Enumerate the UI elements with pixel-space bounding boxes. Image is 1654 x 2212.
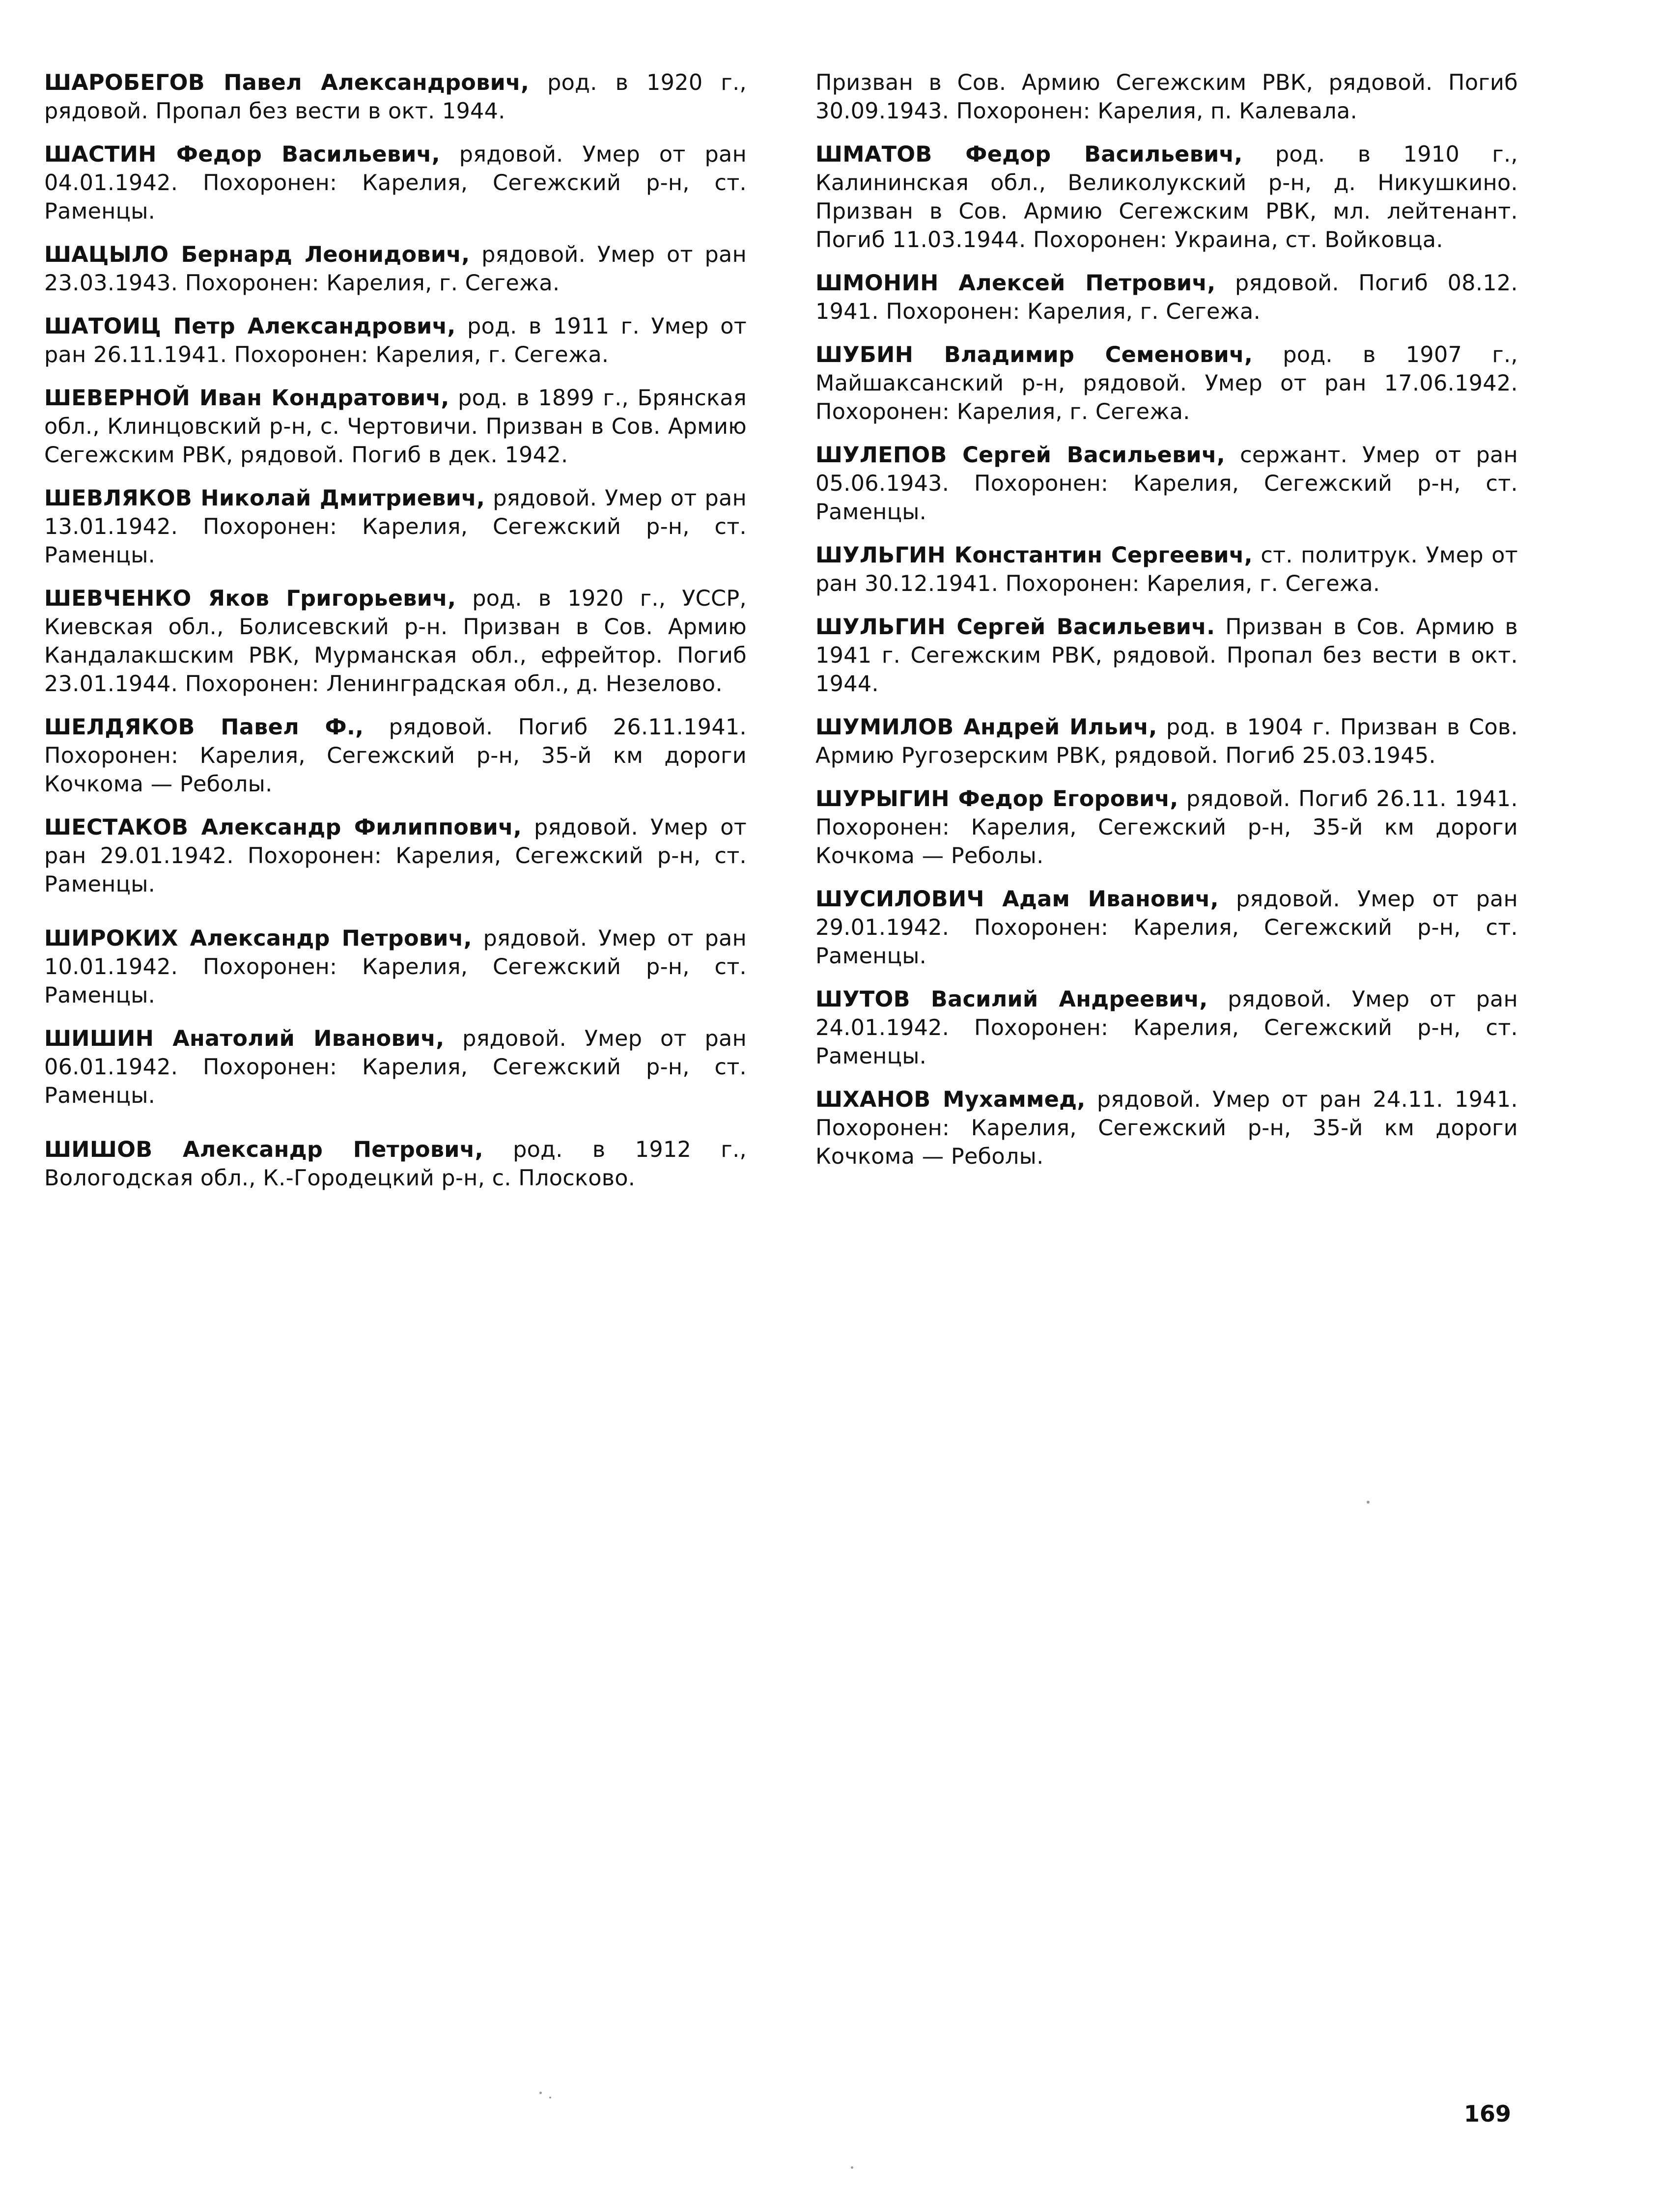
entry-text: рядовой. Погиб 08.12. 1941. Похоронен: Карелия, г. Сегежа. [815, 271, 1518, 324]
entry [44, 140, 747, 226]
entry [815, 613, 1518, 699]
entry [44, 924, 747, 1010]
entry-text: рядовой. Умер от ран 04.01.1942. Похоронен: Карелия, Сегежский р-н, ст. Раменцы. [44, 142, 747, 224]
entry [815, 541, 1518, 598]
entry-name: ШИШОВ Александр Петрович, [44, 1137, 483, 1162]
entry-text: род. в 1912 г., Вологодская обл., К.-Городецкий р-н, с. Плосково. [44, 1137, 747, 1191]
entry-text: рядовой. Погиб 26.11. 1941. Похоронен: Карелия, Сегежский р-н, 35-й км дороги Кочкома — Реболы. [815, 786, 1518, 868]
entry-name: ШУСИЛОВИЧ Адам Иванович, [815, 887, 1219, 912]
entry [44, 484, 747, 570]
entry [44, 1136, 747, 1193]
entry-name: ШУРЫГИН Федор Егорович, [815, 786, 1178, 812]
entry [815, 1086, 1518, 1171]
entry-text: род. в 1911 г. Умер от ран 26.11.1941. Похоронен: Карелия, г. Сегежа. [44, 314, 747, 367]
entry-name: ШЕВЕРНОЙ Иван Кондратович, [44, 386, 449, 411]
entry-name: ШУТОВ Василий Андреевич, [815, 987, 1208, 1012]
scan-speck [1367, 1501, 1370, 1504]
scan-speck [851, 2166, 853, 2169]
entry [815, 885, 1518, 971]
entry [44, 69, 747, 126]
continued-entry-text: Призван в Сов. Армию Сегежским РВК, рядовой. Погиб 30.09.1943. Похоронен: Карелия, п. Калевала. [815, 70, 1518, 124]
scan-speck [539, 2092, 542, 2094]
entry-name: ШИШИН Анатолий Иванович, [44, 1026, 445, 1051]
entry [815, 713, 1518, 770]
scan-speck [549, 2097, 551, 2099]
entry-name: ШАЦЫЛО Бернард Леонидович, [44, 242, 470, 267]
entry [815, 140, 1518, 254]
entry-text: рядовой. Умер от ран 24.01.1942. Похоронен: Карелия, Сегежский р-н, ст. Раменцы. [815, 987, 1518, 1069]
entry [44, 813, 747, 899]
entry-text: рядовой. Умер от ран 29.01.1942. Похоронен: Карелия, Сегежский р-н, ст. Раменцы. [815, 887, 1518, 969]
entry [44, 585, 747, 699]
left-column [44, 69, 747, 1207]
entry [44, 384, 747, 470]
entry-name: ШХАНОВ Мухаммед, [815, 1087, 1086, 1112]
entry-text: рядовой. Умер от ран 06.01.1942. Похоронен: Карелия, Сегежский р-н, ст. Раменцы. [44, 1026, 747, 1108]
entry-text: ст. политрук. Умер от ран 30.12.1941. Похоронен: Карелия, г. Сегежа. [815, 543, 1518, 596]
entry-text: Призван в Сов. Армию в 1941 г. Сегежским РВК, рядовой. Пропал без вести в окт. 1944. [815, 615, 1518, 697]
entry [815, 441, 1518, 527]
entry-name: ШУМИЛОВ Андрей Ильич, [815, 715, 1157, 740]
entry-text: рядовой. Умер от ран 13.01.1942. Похоронен: Карелия, Сегежский р-н, ст. Раменцы. [44, 486, 747, 568]
entry-text: род. в 1904 г. Призван в Сов. Армию Ругозерским РВК, рядовой. Погиб 25.03.1945. [815, 715, 1518, 768]
entry-text: род. в 1920 г., рядовой. Пропал без вести в окт. 1944. [44, 70, 747, 124]
entry-name: ШЕВЛЯКОВ Николай Дмитриевич, [44, 486, 485, 511]
entry-name: ШАРОБЕГОВ Павел Александрович, [44, 70, 530, 95]
entry-name: ШМАТОВ Федор Васильевич, [815, 142, 1243, 167]
right-column [815, 69, 1518, 1186]
entry-name: ШИРОКИХ Александр Петрович, [44, 926, 472, 951]
entry [815, 341, 1518, 426]
entry-text: рядовой. Умер от ран 24.11. 1941. Похоронен: Карелия, Сегежский р-н, 35-й км дороги Кочкома — Реболы. [815, 1087, 1518, 1169]
entry-name: ШЕЛДЯКОВ Павел Ф., [44, 715, 364, 740]
entry [44, 241, 747, 298]
entry-name: ШУЛЕПОВ Сергей Васильевич, [815, 443, 1226, 468]
entry [44, 713, 747, 799]
entry-text: сержант. Умер от ран 05.06.1943. Похоронен: Карелия, Сегежский р-н, ст. Раменцы. [815, 443, 1518, 525]
entry [44, 1025, 747, 1110]
entry-text: род. в 1907 г., Майшаксанский р-н, рядовой. Умер от ран 17.06.1942. Похоронен: Карелия, г. Сегежа. [815, 342, 1518, 424]
entry-name: ШУЛЬГИН Сергей Васильевич. [815, 615, 1215, 640]
entry-text: рядовой. Погиб 26.11.1941. Похоронен: Карелия, Сегежский р-н, 35-й км дороги Кочкома — Реболы. [44, 715, 747, 797]
entry-name: ШУЛЬГИН Константин Сергеевич, [815, 543, 1253, 568]
entry-text: род. в 1899 г., Брянская обл., Клинцовский р-н, с. Чертовичи. Призван в Сов. Армию Сегежским РВК, рядовой. Погиб в дек. 1942. [44, 386, 747, 468]
entry [44, 312, 747, 369]
entry-name: ШАТОИЦ Петр Александрович, [44, 314, 456, 339]
entry [815, 985, 1518, 1071]
entry-name: ШАСТИН Федор Васильевич, [44, 142, 440, 167]
entry-text: род. в 1920 г., УССР, Киевская обл., Болисевский р-н. Призван в Сов. Армию Кандалакшским РВК, Мурманская обл., ефрейтор. Погиб 23.01.1944. Похоронен: Ленинградская обл., д. Незелово. [44, 586, 747, 697]
entry-name: ШЕВЧЕНКО Яков Григорьевич, [44, 586, 456, 611]
entry-text: род. в 1910 г., Калининская обл., Великолукский р-н, д. Никушкино. Призван в Сов. Армию Сегежским РВК, мл. лейтенант. Погиб 11.03.1944. Похоронен: Украина, ст. Войковца. [815, 142, 1518, 252]
entry-text: рядовой. Умер от ран 10.01.1942. Похоронен: Карелия, Сегежский р-н, ст. Раменцы. [44, 926, 747, 1008]
entry [815, 785, 1518, 870]
entry-text: рядовой. Умер от ран 29.01.1942. Похоронен: Карелия, Сегежский р-н, ст. Раменцы. [44, 815, 747, 897]
entry [815, 269, 1518, 326]
page-number: 169 [1464, 2100, 1512, 2127]
entry-text: рядовой. Умер от ран 23.03.1943. Похоронен: Карелия, г. Сегежа. [44, 242, 747, 296]
entry-name: ШЕСТАКОВ Александр Филиппович, [44, 815, 522, 840]
entry-name: ШМОНИН Алексей Петрович, [815, 271, 1216, 296]
entry-name: ШУБИН Владимир Семенович, [815, 342, 1253, 367]
